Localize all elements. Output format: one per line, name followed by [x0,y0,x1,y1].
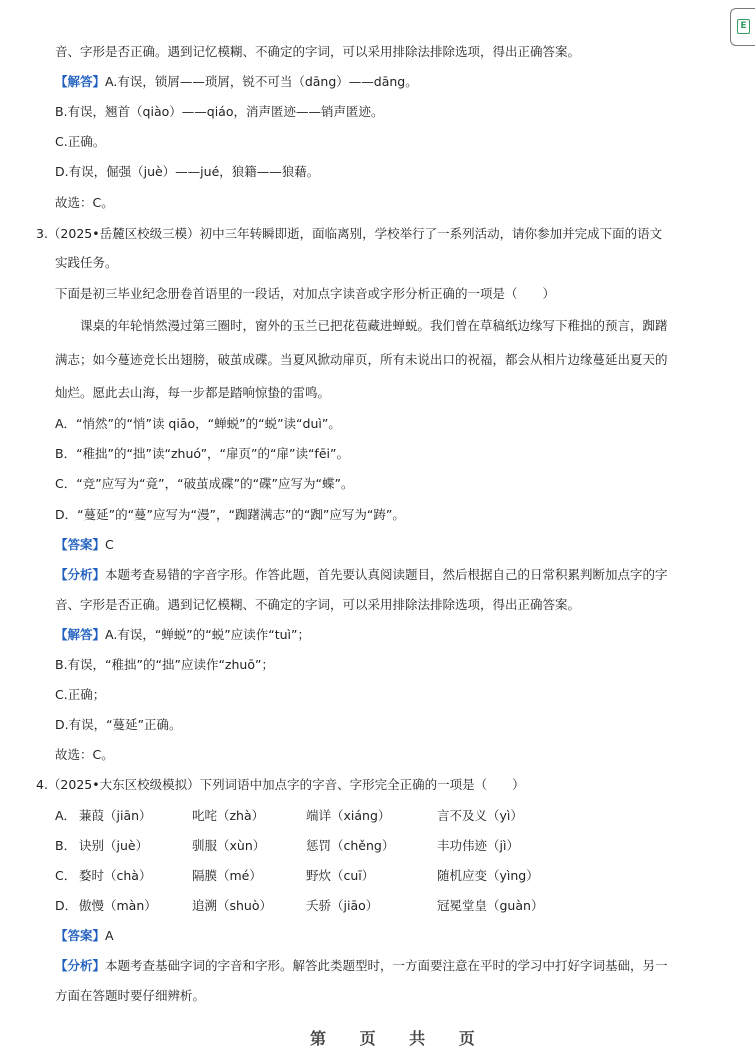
q4-option-term: 傲慢（màn） [79,898,157,913]
option-a: A．“悄然”的“悄”读 qiāo，“蝉蜕”的“蜕”读“duì”。 [55,416,341,431]
passage-line: 课桌的年轮悄然漫过第三圈时，窗外的玉兰已把花苞藏进蝉蜕。我们曾在草稿纸边缘写下稚拙的预言，踟躇 [80,318,668,333]
answer-line [55,928,114,944]
text-line: C.正确。 [55,134,106,149]
q4-option-letter: A． [55,808,77,823]
question-3-heading: 3.（2025•岳麓区校级三模）初中三年转瞬即逝，面临离别，学校举行了一系列活动，请你参加并完成下面的语文 [36,226,663,241]
e-glyph-icon: E [737,19,750,34]
text-line: 音、字形是否正确。遇到记忆模糊、不确定的字词，可以采用排除法排除选项，得出正确答案。 [55,44,581,59]
solution-tag: 【解答】 [55,74,106,89]
text-line [55,74,418,90]
q4-option-term: 丰功伟迹（jì） [437,838,519,853]
q4-option-term: 追溯（shuò） [192,898,273,913]
q4-option-term: 冠冕堂皇（guàn） [437,898,544,913]
q4-option-term: 诀别（juè） [79,838,149,853]
analysis-tag: 【分析】 [55,567,106,582]
q4-option-term: 惩罚（chěng） [306,838,395,853]
document-e-icon[interactable] [730,8,755,46]
text-line: B.有误，翘首（qiào）——qiáo，消声匿迹——销声匿迹。 [55,104,384,119]
analysis-line [55,567,668,583]
analysis-text: 本题考查基础字词的字音和字形。解答此类题型时，一方面要注意在平时的学习中打好字词基础，另一 [105,958,668,973]
solution-line: D.有误，“蔓延”正确。 [55,717,182,732]
q4-option-term: 夭骄（jiāo） [306,898,379,913]
answer-tag: 【答案】 [55,537,106,552]
q4-option-term: 婺时（chà） [79,868,152,883]
solution-line: C.正确； [55,687,106,702]
answer-value: A [105,928,114,943]
analysis-line-cont: 方面在答题时要仔细辨析。 [55,988,206,1003]
q4-option-letter: D． [55,898,78,913]
option-d: D．“蔓延”的“蔓”应写为“漫”，“踟躇满志”的“踟”应写为“踌”。 [55,507,405,522]
passage-line: 灿烂。愿此去山海，每一步都是踏响惊蛰的雷鸣。 [55,385,331,400]
solution-text: A.有误，“蝉蜕”的“蜕”应读作“tuì”； [105,627,310,642]
q4-option-term: 驯服（xùn） [192,838,266,853]
page-footer: 第 页 共 页 [310,1029,489,1048]
solution-tag: 【解答】 [55,627,106,642]
q4-option-letter: C． [55,868,77,883]
solution-line: B.有误，“稚拙”的“拙”应读作“zhuō”； [55,657,274,672]
q4-option-term: 随机应变（yìng） [437,868,539,883]
q4-option-term: 蒹葭（jiān） [79,808,152,823]
solution-line [55,627,310,643]
analysis-text: 本题考查易错的字音字形。作答此题，首先要认真阅读题目，然后根据自己的日常积累判断加点字的字 [105,567,668,582]
answer-line [55,537,114,553]
q4-option-term: 野炊（cuī） [306,868,375,883]
q4-option-term: 隔膜（mé） [192,868,262,883]
solution-line: 故选：C。 [55,747,114,762]
q4-option-term: 端详（xiáng） [306,808,391,823]
q4-option-term: 叱咤（zhà） [192,808,265,823]
q4-option-term: 言不及义（yì） [437,808,523,823]
q4-option-letter: B． [55,838,77,853]
analysis-tag: 【分析】 [55,958,106,973]
question-3-stem: 下面是初三毕业纪念册卷首语里的一段话，对加点字读音或字形分析正确的一项是（ ） [55,286,556,301]
analysis-line-cont: 音、字形是否正确。遇到记忆模糊、不确定的字词，可以采用排除法排除选项，得出正确答案。 [55,597,581,612]
solution-text: A.有误，锁屑——琐屑，锐不可当（dāng）——dāng。 [105,74,418,89]
text-line: D.有误，倔强（juè）——jué，狼籍——狼藉。 [55,164,320,179]
text-line: 故选：C。 [55,195,114,210]
option-c: C．“竞”应写为“竟”，“破茧成碟”的“碟”应写为“蝶”。 [55,476,354,491]
question-3-heading-cont: 实践任务。 [55,255,118,270]
analysis-line [55,958,668,974]
option-b: B．“稚拙”的“拙”读“zhuó”，“扉页”的“扉”读“fēi”。 [55,446,349,461]
answer-value: C [105,537,114,552]
answer-tag: 【答案】 [55,928,106,943]
question-4-heading: 4.（2025•大东区校级模拟）下列词语中加点字的字音、字形完全正确的一项是（ ） [36,777,525,792]
passage-line: 满志；如今蔓迹竞长出翅膀，破茧成碟。当夏风掀动扉页，所有未说出口的祝福，都会从相片边缘蔓延出夏天的 [55,352,668,367]
